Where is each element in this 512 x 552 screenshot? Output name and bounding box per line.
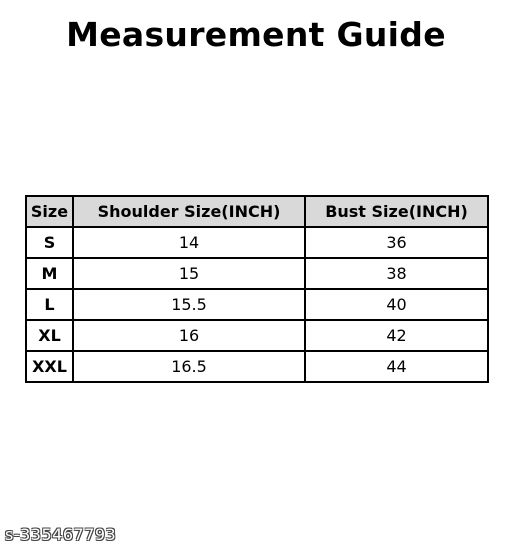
measurement-table bbox=[25, 195, 489, 383]
bust-cell: 42 bbox=[305, 320, 488, 351]
size-cell: XXL bbox=[26, 351, 73, 382]
page-title: Measurement Guide bbox=[66, 15, 446, 54]
header-bust-size: Bust Size(INCH) bbox=[305, 196, 488, 227]
shoulder-cell: 14 bbox=[73, 227, 305, 258]
shoulder-cell: 15 bbox=[73, 258, 305, 289]
size-cell: XL bbox=[26, 320, 73, 351]
bust-cell: 44 bbox=[305, 351, 488, 382]
header-size: Size bbox=[26, 196, 73, 227]
table-row bbox=[26, 351, 488, 382]
shoulder-cell: 16 bbox=[73, 320, 305, 351]
table-row bbox=[26, 258, 488, 289]
table-header-row bbox=[26, 196, 488, 227]
shoulder-cell: 15.5 bbox=[73, 289, 305, 320]
bust-cell: 40 bbox=[305, 289, 488, 320]
bust-cell: 36 bbox=[305, 227, 488, 258]
size-cell: S bbox=[26, 227, 73, 258]
shoulder-cell: 16.5 bbox=[73, 351, 305, 382]
table-row bbox=[26, 320, 488, 351]
size-cell: M bbox=[26, 258, 73, 289]
watermark-id: s-335467793 bbox=[5, 525, 117, 544]
bust-cell: 38 bbox=[305, 258, 488, 289]
size-cell: L bbox=[26, 289, 73, 320]
header-shoulder-size: Shoulder Size(INCH) bbox=[73, 196, 305, 227]
table-row bbox=[26, 289, 488, 320]
table-row bbox=[26, 227, 488, 258]
